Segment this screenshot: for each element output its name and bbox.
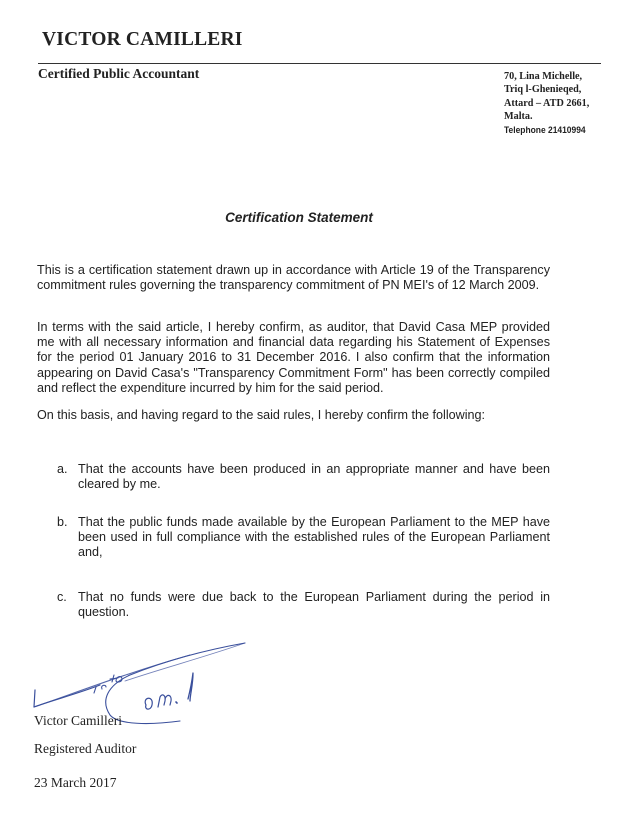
list-item-text: That the public funds made available by the European Parliament to the MEP have been used in full compliance with the established rules of the European Parliament and, bbox=[78, 515, 550, 560]
telephone: Telephone 21410994 bbox=[504, 124, 586, 135]
signer-role: Registered Auditor bbox=[34, 741, 137, 756]
document-title: Certification Statement bbox=[225, 210, 373, 225]
paragraph-basis: On this basis, and having regard to the said rules, I hereby confirm the following: bbox=[37, 408, 486, 422]
list-item bbox=[57, 590, 550, 620]
list-item bbox=[57, 462, 550, 492]
address-line-2: Triq l-Ghenieqed, bbox=[504, 84, 582, 96]
signature-date: 23 March 2017 bbox=[34, 775, 117, 790]
list-item-text: That no funds were due back to the European Parliament during the period in question. bbox=[78, 590, 550, 620]
paragraph-confirmation: In terms with the said article, I hereby confirm, as auditor, that David Casa MEP provided me with all necessary information and financial data regarding his Statement of Expenses for the period 01 January 2016 to 31 December 2016. I also confirm that the information appearing on David Casa's "Transparency Commitment Form" has been correctly compiled and reflect the expenditure incurred by him for the said period. bbox=[37, 320, 550, 395]
address-line-4: Malta. bbox=[504, 111, 533, 123]
list-item-text: That the accounts have been produced in an appropriate manner and have been cleared by me. bbox=[78, 462, 550, 492]
list-marker: a. bbox=[57, 462, 68, 476]
letterhead-divider bbox=[38, 63, 601, 64]
signer-name: Victor Camilleri bbox=[34, 713, 123, 728]
paragraph-intro: This is a certification statement drawn up in accordance with Article 19 of the Transparency commitment rules governing the transparency commitment of PN MEI's of 12 March 2009. bbox=[37, 263, 550, 293]
letterhead-title: Certified Public Accountant bbox=[38, 66, 200, 81]
list-item bbox=[57, 515, 550, 561]
address-line-1: 70, Lina Michelle, bbox=[504, 71, 583, 82]
letterhead-address bbox=[504, 70, 634, 137]
list-marker: b. bbox=[57, 515, 68, 529]
list-marker: c. bbox=[57, 590, 67, 604]
address-line-3: Attard – ATD 2661, bbox=[504, 97, 590, 109]
letterhead-name: VICTOR CAMILLERI bbox=[42, 29, 243, 50]
